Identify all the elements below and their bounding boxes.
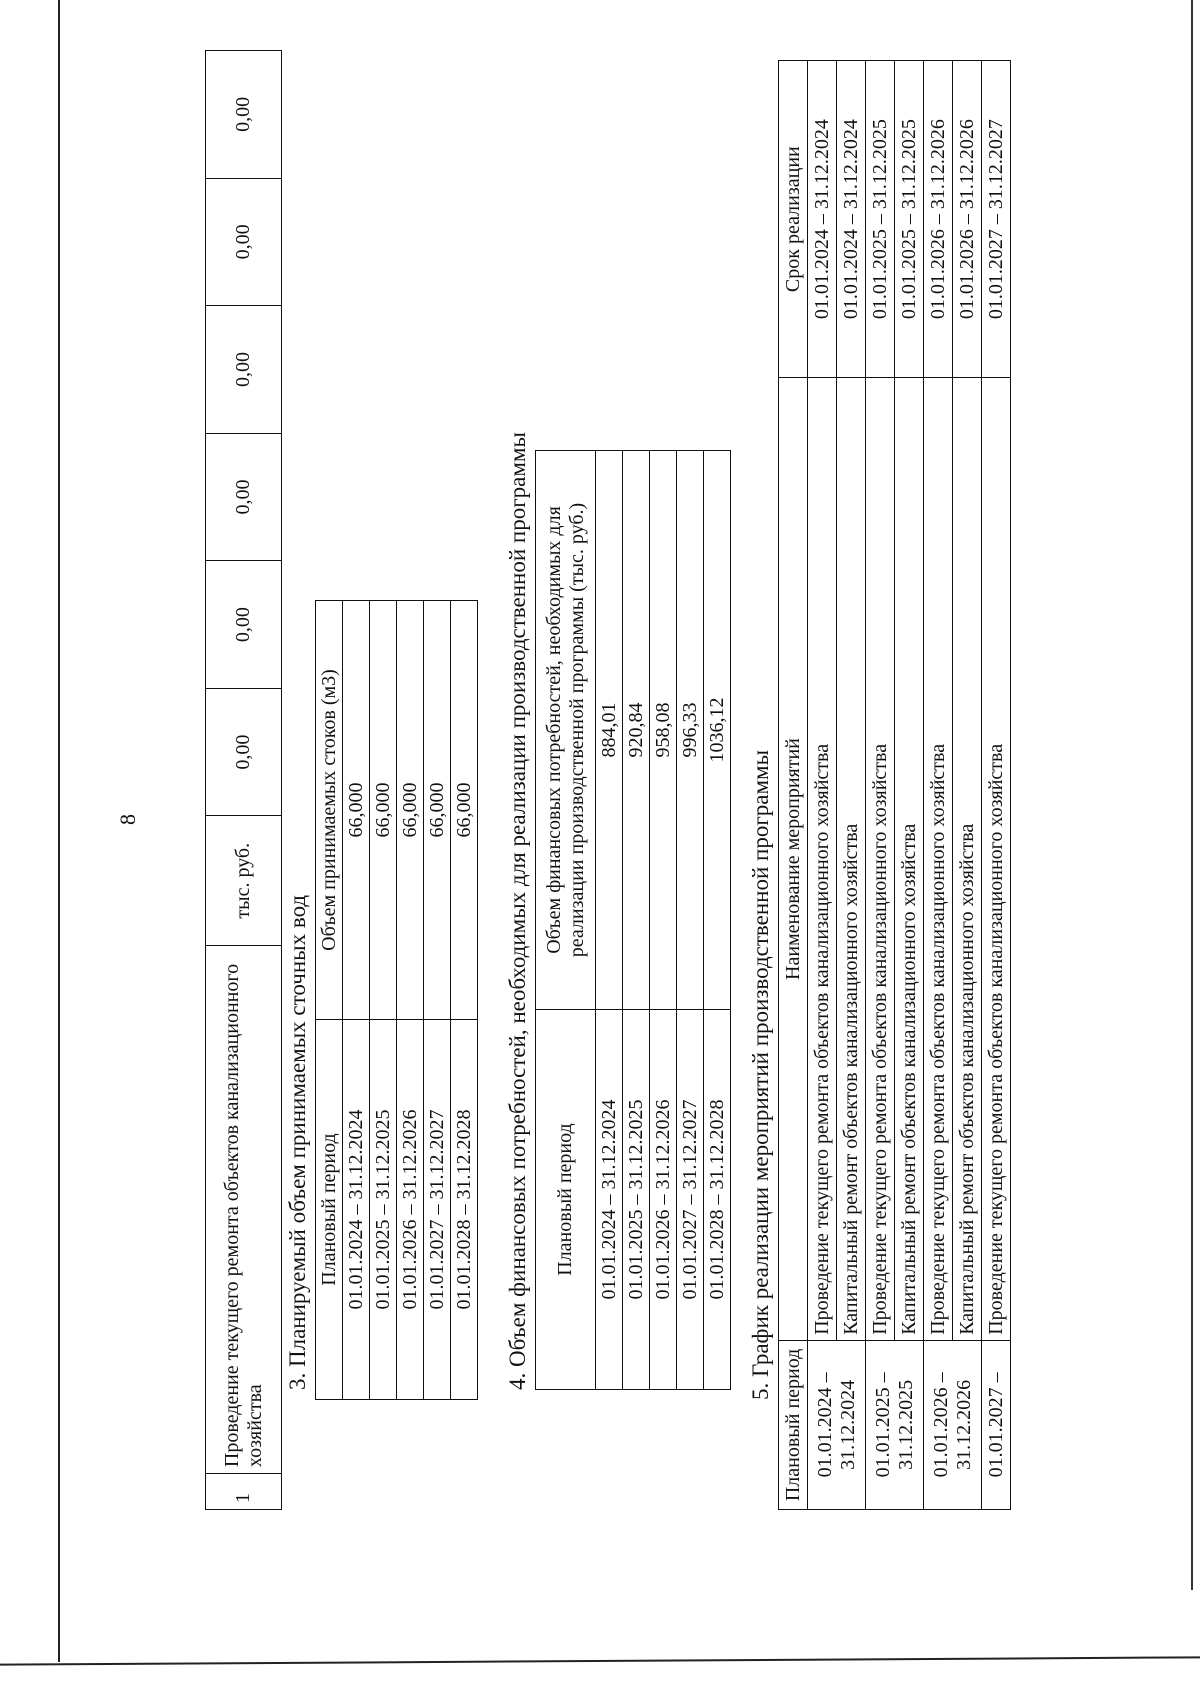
- value-cell: 66,000: [397, 601, 424, 1020]
- period-cell: 01.01.2027 – 31.12.2027: [424, 1020, 451, 1400]
- row-value: 0,00: [206, 178, 282, 306]
- column-header: Наименование мероприятий: [779, 378, 808, 1340]
- table-row: [895, 61, 924, 1510]
- activity-cell: Капитальный ремонт объектов канализационного хозяйства: [837, 378, 866, 1340]
- period-cell: 01.01.2028 – 31.12.2028: [704, 1010, 731, 1390]
- column-header: Плановый период: [316, 1020, 343, 1400]
- period-cell: 01.01.2026 – 31.12.2026: [924, 1340, 982, 1509]
- column-header: Плановый период: [779, 1340, 808, 1509]
- table-header-row: [316, 601, 343, 1400]
- table-row: [623, 451, 650, 1390]
- table-row: [596, 451, 623, 1390]
- column-header: Объем принимаемых стоков (м3): [316, 601, 343, 1020]
- activity-cell: Проведение текущего ремонта объектов канализационного хозяйства: [808, 378, 837, 1340]
- term-cell: 01.01.2025 – 31.12.2025: [895, 61, 924, 378]
- section-3-title: 3. Планируемый объем принимаемых сточных вод: [285, 894, 310, 1390]
- row-value: 0,00: [206, 51, 282, 179]
- period-cell: 01.01.2026 – 31.12.2026: [650, 1010, 677, 1390]
- row-value: 0,00: [206, 561, 282, 689]
- period-cell: 01.01.2024 – 31.12.2024: [596, 1010, 623, 1390]
- value-cell: 66,000: [343, 601, 370, 1020]
- table-row: [982, 61, 1011, 1510]
- activity-cell: Капитальный ремонт объектов канализационного хозяйства: [953, 378, 982, 1340]
- table-row: [677, 451, 704, 1390]
- value-cell: 66,000: [451, 601, 478, 1020]
- table-row: [953, 61, 982, 1510]
- row-value: 0,00: [206, 688, 282, 816]
- column-header: Объем финансовых потребностей, необходимых для реализации производственной программы (тыс. руб.): [536, 451, 596, 1010]
- period-cell: 01.01.2024 – 31.12.2024: [343, 1020, 370, 1400]
- table-row: [451, 601, 478, 1400]
- scan-edge-left: [58, 0, 60, 1662]
- page-number: 8: [115, 814, 140, 825]
- period-cell: 01.01.2027 –: [982, 1340, 1011, 1509]
- table-schedule: [778, 60, 1011, 1510]
- rotated-document: [115, 70, 1055, 1510]
- activity-cell: Проведение текущего ремонта объектов канализационного хозяйства: [866, 378, 895, 1340]
- table-row: [343, 601, 370, 1400]
- table-row: [397, 601, 424, 1400]
- column-header: Плановый период: [536, 1010, 596, 1390]
- term-cell: 01.01.2026 – 31.12.2026: [953, 61, 982, 378]
- period-cell: 01.01.2028 – 31.12.2028: [451, 1020, 478, 1400]
- table-header-row: [536, 451, 596, 1390]
- table-row: [704, 451, 731, 1390]
- table-row: [808, 61, 837, 1510]
- activity-cell: Проведение текущего ремонта объектов канализационного хозяйства: [924, 378, 953, 1340]
- table-row: [650, 451, 677, 1390]
- row-value: 0,00: [206, 306, 282, 434]
- table-financial-needs: [535, 450, 731, 1390]
- row-unit: тыс. руб.: [206, 816, 282, 946]
- scan-edge-bottom: [0, 1656, 1200, 1665]
- period-cell: 01.01.2025 – 31.12.2025: [370, 1020, 397, 1400]
- section-5-title: 5. График реализации мероприятий производственной программы: [748, 749, 773, 1400]
- period-cell: 01.01.2027 – 31.12.2027: [677, 1010, 704, 1390]
- value-cell: 66,000: [424, 601, 451, 1020]
- term-cell: 01.01.2026 – 31.12.2026: [924, 61, 953, 378]
- row-number: 1: [206, 1474, 282, 1510]
- table-row: [924, 61, 953, 1510]
- scan-edge-right: [1191, 0, 1193, 1590]
- value-cell: 958,08: [650, 451, 677, 1010]
- term-cell: 01.01.2025 – 31.12.2025: [866, 61, 895, 378]
- table-row: [370, 601, 397, 1400]
- period-cell: 01.01.2025 – 31.12.2025: [623, 1010, 650, 1390]
- column-header: Срок реализации: [779, 61, 808, 378]
- row-value: 0,00: [206, 433, 282, 561]
- period-cell: 01.01.2026 – 31.12.2026: [397, 1020, 424, 1400]
- period-cell: 01.01.2025 – 31.12.2025: [866, 1340, 924, 1509]
- row-name: Проведение текущего ремонта объектов канализационного хозяйства: [206, 946, 282, 1474]
- table-row: [866, 61, 895, 1510]
- table-expenses: [205, 50, 282, 1510]
- activity-cell: Капитальный ремонт объектов канализационного хозяйства: [895, 378, 924, 1340]
- activity-cell: Проведение текущего ремонта объектов канализационного хозяйства: [982, 378, 1011, 1340]
- value-cell: 920,84: [623, 451, 650, 1010]
- value-cell: 66,000: [370, 601, 397, 1020]
- period-cell: 01.01.2024 – 31.12.2024: [808, 1340, 866, 1509]
- value-cell: 996,33: [677, 451, 704, 1010]
- term-cell: 01.01.2027 – 31.12.2027: [982, 61, 1011, 378]
- term-cell: 01.01.2024 – 31.12.2024: [808, 61, 837, 378]
- value-cell: 884,01: [596, 451, 623, 1010]
- value-cell: 1036,12: [704, 451, 731, 1010]
- table-header-row: [779, 61, 808, 1510]
- table-row: [206, 51, 282, 1510]
- table-wastewater-volume: [315, 600, 478, 1400]
- table-row: [837, 61, 866, 1510]
- section-4-title: 4. Объем финансовых потребностей, необходимых для реализации производственной программы: [505, 432, 530, 1390]
- term-cell: 01.01.2024 – 31.12.2024: [837, 61, 866, 378]
- table-row: [424, 601, 451, 1400]
